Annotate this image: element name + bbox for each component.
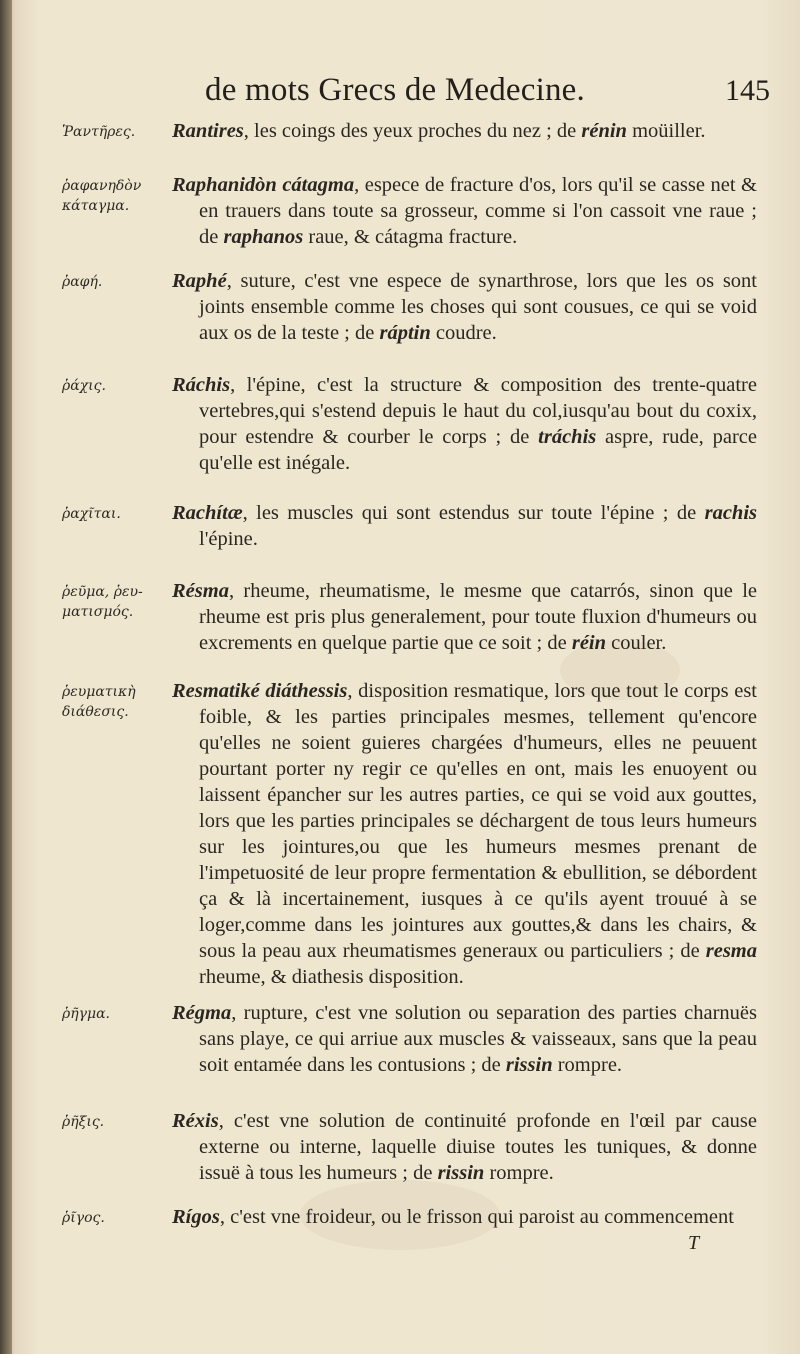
greek-term-line: ῥῆξις. (62, 1114, 105, 1130)
definition-end: aspre, rude, parce qu'elle est inégale. (199, 426, 757, 474)
definition-end: couler. (606, 632, 667, 654)
definition-text: , l'épine, c'est la structure & composition des trente-quatre vertebres,qui s'estend depuis le haut du col,iusqu'au bout du coxix, pour estendre & courber le corps ; de (199, 374, 757, 448)
greek-term-line: ῥῆγμα. (62, 1006, 110, 1022)
greek-term (62, 176, 162, 216)
etymology-word: rissin (505, 1054, 553, 1076)
definition-end: rheume, & diathesis disposition. (199, 966, 464, 988)
etymology-word: réin (571, 632, 607, 654)
greek-term-line: ῥῖγος. (62, 1210, 105, 1226)
etymology-word: rissin (437, 1162, 485, 1184)
headword: Rígos (172, 1206, 220, 1228)
headword: Raphanidòn cátagma (172, 174, 355, 196)
greek-term (62, 682, 162, 722)
entry-definition (172, 268, 757, 346)
definition-text: , rheume, rheumatisme, le mesme que catarrós, sinon que le rheume est pris plus generalement, pour toute fluxion d'humeurs ou excrements en quelque partie que ce soit ; de (199, 580, 757, 654)
running-title: de mots Grecs de Medecine. (205, 72, 585, 108)
headword: Rantires (172, 120, 244, 142)
etymology-word: ráptin (379, 322, 431, 344)
greek-term (62, 582, 162, 622)
greek-term (62, 272, 162, 292)
greek-term-line: ῥευματικὴ (62, 684, 136, 700)
greek-term-line: κάταγμα. (62, 198, 130, 214)
greek-term (62, 122, 162, 142)
headword: Réxis (172, 1110, 219, 1132)
greek-term (62, 1208, 162, 1228)
page-header (205, 72, 770, 116)
definition-end: rompre. (484, 1162, 554, 1184)
greek-term-line: ῥαφανηδὸν (62, 178, 142, 194)
greek-term (62, 504, 162, 524)
page-number: 145 (725, 74, 770, 107)
etymology-word: rénin (581, 120, 627, 142)
greek-term-line: ματισμός. (62, 604, 134, 620)
greek-term (62, 1112, 162, 1132)
etymology-word: raphanos (223, 226, 304, 248)
definition-text: , disposition resmatique, lors que tout le corps est foible, & les parties principales mesmes, tellement qu'encore qu'elles ne soient guieres chargées d'humeurs, elles ne peuuent pourtant porter ny regir ce qu'elles en ont, mais les enuoyent ou laissent épancher sur les autres parties, ce qui se void aux gouttes, lors que les parties principales se déchargent de tous leurs humeurs sur les jointures,ou que les humeurs mesmes prenant de l'impetuosité de leur propre fermentation & ebullition, se débordent ça & là incertainement, iusques à ce qu'ils ayent trouué à se loger,comme dans les jointures aux gouttes,& dans les chairs, & sous la peau aux rheumatismes generaux ou particuliers ; de (199, 680, 757, 962)
entry-definition (172, 172, 757, 250)
definition-end: coudre. (430, 322, 497, 344)
entry-definition (172, 500, 757, 552)
greek-term (62, 376, 162, 396)
greek-term-line: ῥεῦμα, ῥευ- (62, 584, 143, 600)
greek-term-line: ῥάχις. (62, 378, 106, 394)
definition-text: , rupture, c'est vne solution ou separation des parties charnuës sans playe, ce qui arriue aux muscles & vaisseaux, sans que la peau soit entamée dans les contusions ; de (199, 1002, 757, 1076)
definition-text: , les coings des yeux proches du nez ; de (243, 120, 582, 142)
headword: Rachítæ (172, 502, 243, 524)
definition-end: rompre. (552, 1054, 623, 1076)
definition-text: , c'est vne froideur, ou le frisson qui paroist au commencement (219, 1206, 734, 1228)
headword: Raphé (172, 270, 227, 292)
greek-term (62, 1004, 162, 1024)
entry-definition (172, 678, 757, 990)
definition-end: moüiller. (626, 120, 706, 142)
greek-term-line: Ῥαντῆρες. (62, 124, 136, 140)
definition-text: , espece de fracture d'os, lors qu'il se casse net & en trauers dans toute sa grosseur, comme si l'on cassoit vne raue ; de (199, 174, 757, 248)
entry-definition (172, 1204, 757, 1230)
entry-definition (172, 578, 757, 656)
book-binding-edge (0, 0, 12, 1354)
signature-mark: T (688, 1232, 700, 1254)
headword: Régma (172, 1002, 232, 1024)
entry-definition (172, 1000, 757, 1078)
entry-definition (172, 372, 757, 476)
definition-text: , suture, c'est vne espece de synarthrose, lors que les os sont joints ensemble comme les choses qui sont cousues, ce qui se void aux os de la teste ; de (199, 270, 757, 344)
etymology-word: resma (705, 940, 757, 962)
definition-text: , c'est vne solution de continuité profonde en l'œil par cause externe ou interne, laquelle diuise toutes les tuniques, & donne issuë à tous les humeurs ; de (199, 1110, 757, 1184)
headword: Ráchis (172, 374, 231, 396)
entry-definition (172, 118, 757, 144)
etymology-word: tráchis (538, 426, 597, 448)
greek-term-line: ῥαχῖται. (62, 506, 121, 522)
greek-term-line: ῥαφή. (62, 274, 103, 290)
headword: Résma (172, 580, 229, 602)
headword: Resmatiké diáthessis (172, 680, 348, 702)
definition-end: l'épine. (199, 528, 258, 550)
etymology-word: rachis (704, 502, 757, 524)
greek-term-line: διάθεσις. (62, 704, 129, 720)
entry-definition (172, 1108, 757, 1186)
definition-text: , les muscles qui sont estendus sur toute l'épine ; de (242, 502, 705, 524)
definition-end: raue, & cátagma fracture. (303, 226, 518, 248)
